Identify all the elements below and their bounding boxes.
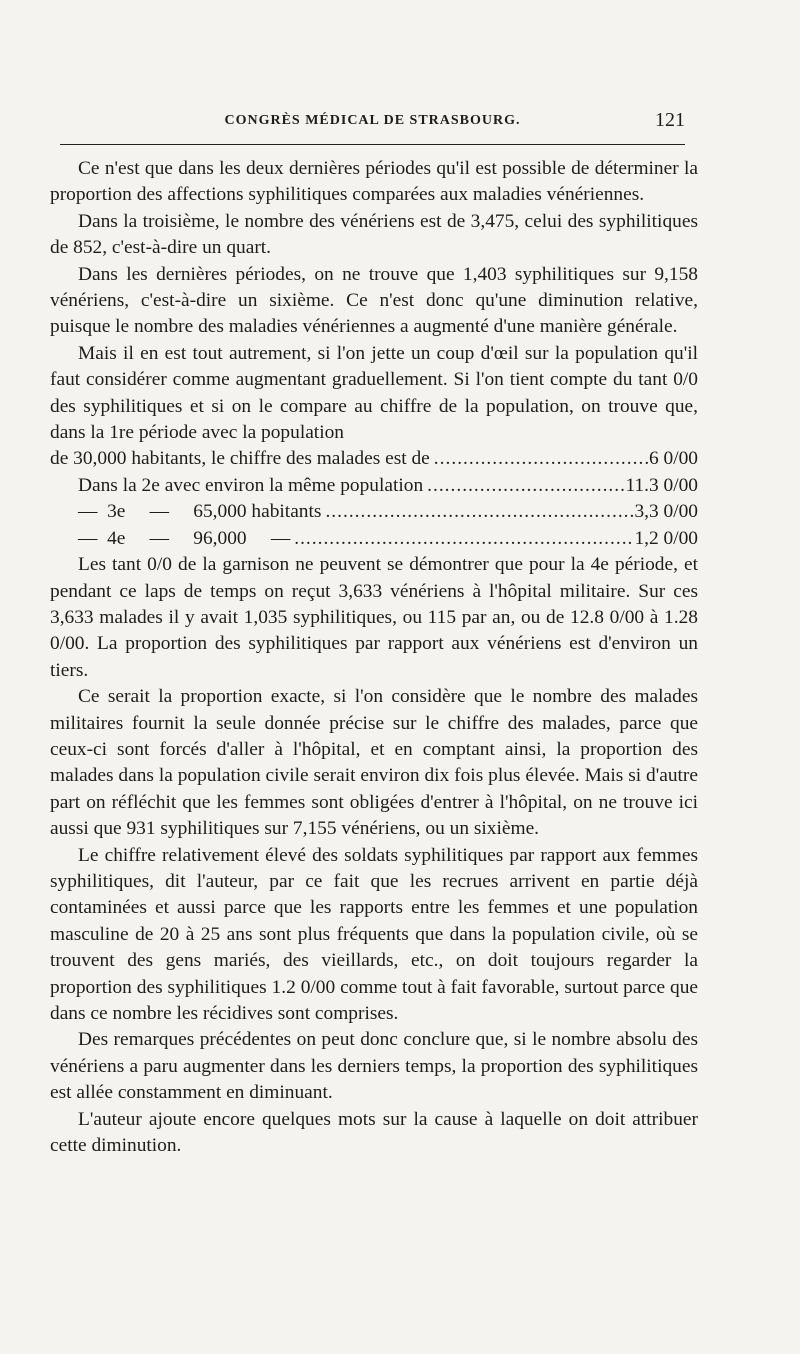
rate-row-4 <box>50 526 698 552</box>
rate-value: 6 0/00 <box>648 448 698 470</box>
page-header <box>60 108 685 138</box>
header-rule <box>60 144 685 145</box>
paragraph-8: Des remarques précédentes on peut donc conclure que, si le nombre absolu des vénériens a paru augmenter dans les derniers temps, la proportion des syphilitiques est allée constamment en diminuant. <box>50 1029 698 1104</box>
leader-dots <box>423 473 625 499</box>
leader-dots <box>321 499 634 525</box>
paragraph-4: Mais il en est tout autrement, si l'on jette un coup d'œil sur la population qu'il faut considérer comme augmentant graduellement. Si l'on tient compte du tant 0/0 des syphilitiques et si on le compare au chiffre de la population, on trouve que, dans la 1re période avec la population <box>50 342 698 444</box>
paragraph-5: Les tant 0/0 de la garnison ne peuvent se démontrer que pour la 4e période, et pendant ce laps de temps on reçut 3,633 vénériens à l'hôpital militaire. Sur ces 3,633 malades il y avait 1,035 syphilitiques, ou 115 par an, ou de 12.8 0/00 à 1.28 0/00. La proportion des syphilitiques par rapport aux vénériens est d'environ un tiers. <box>50 554 698 681</box>
paragraph-7: Le chiffre relativement élevé des soldats syphilitiques par rapport aux femmes syphilitiques, dit l'auteur, par ce fait que les recrues arrivent en partie déjà contaminées et aussi parce que les rapports entre les femmes et une population masculine de 20 à 25 ans sont plus fréquents que dans la population civile, où se trouvent des gens mariés, des vieillards, etc., on doit toujours regarder la proportion des syphilitiques 1.2 0/00 comme tout à fait favorable, surtout parce que dans ce nombre les récidives sont comprises. <box>50 844 698 1024</box>
rate-row-2 <box>50 473 698 499</box>
rate-row-3 <box>50 499 698 525</box>
rate-label: Dans la 2e avec environ la même population <box>78 474 424 496</box>
rate-value: 1,2 0/00 <box>634 527 698 549</box>
paragraph-2: Dans la troisième, le nombre des vénériens est de 3,475, celui des syphilitiques de 852, c'est-à-dire un quart. <box>50 210 698 259</box>
leader-dots <box>430 446 649 472</box>
paragraph-1: Ce n'est que dans les deux dernières périodes qu'il est possible de déterminer la proportion des affections syphilitiques comparées aux maladies vénériennes. <box>50 158 698 206</box>
running-title: CONGRÈS MÉDICAL DE STRASBOURG. <box>224 113 521 128</box>
paragraph-6: Ce serait la proportion exacte, si l'on considère que le nombre des malades militaires fournit la seule donnée précise sur le chiffre des malades, parce que ceux-ci sont forcés d'aller à l'hôpital, et en comptant ainsi, la proportion des malades dans la population civile serait environ dix fois plus élevée. Mais si d'autre part on réfléchit que les femmes sont obligées d'entrer à l'hôpital, on ne trouve ici aussi que 931 syphilitiques sur 7,155 vénériens, ou un sixième. <box>50 686 698 840</box>
rate-row-1 <box>50 446 698 472</box>
leader-dots <box>290 526 634 552</box>
page-number: 121 <box>655 109 685 131</box>
rate-label: — 3e — 65,000 habitants <box>78 501 322 523</box>
rate-value: 3,3 0/00 <box>634 501 698 523</box>
rate-label: de 30,000 habitants, le chiffre des malades est de <box>50 448 430 470</box>
paragraph-9: L'auteur ajoute encore quelques mots sur la cause à laquelle on doit attribuer cette diminution. <box>50 1108 698 1157</box>
body-text <box>50 156 698 1159</box>
rate-label: — 4e — 96,000 — <box>78 527 291 549</box>
paragraph-3: Dans les dernières périodes, on ne trouve que 1,403 syphilitiques sur 9,158 vénériens, c'est-à-dire un sixième. Ce n'est donc qu'une diminution relative, puisque le nombre des maladies vénériennes a augmenté d'une manière générale. <box>50 263 698 338</box>
rate-value: 11.3 0/00 <box>625 474 698 496</box>
